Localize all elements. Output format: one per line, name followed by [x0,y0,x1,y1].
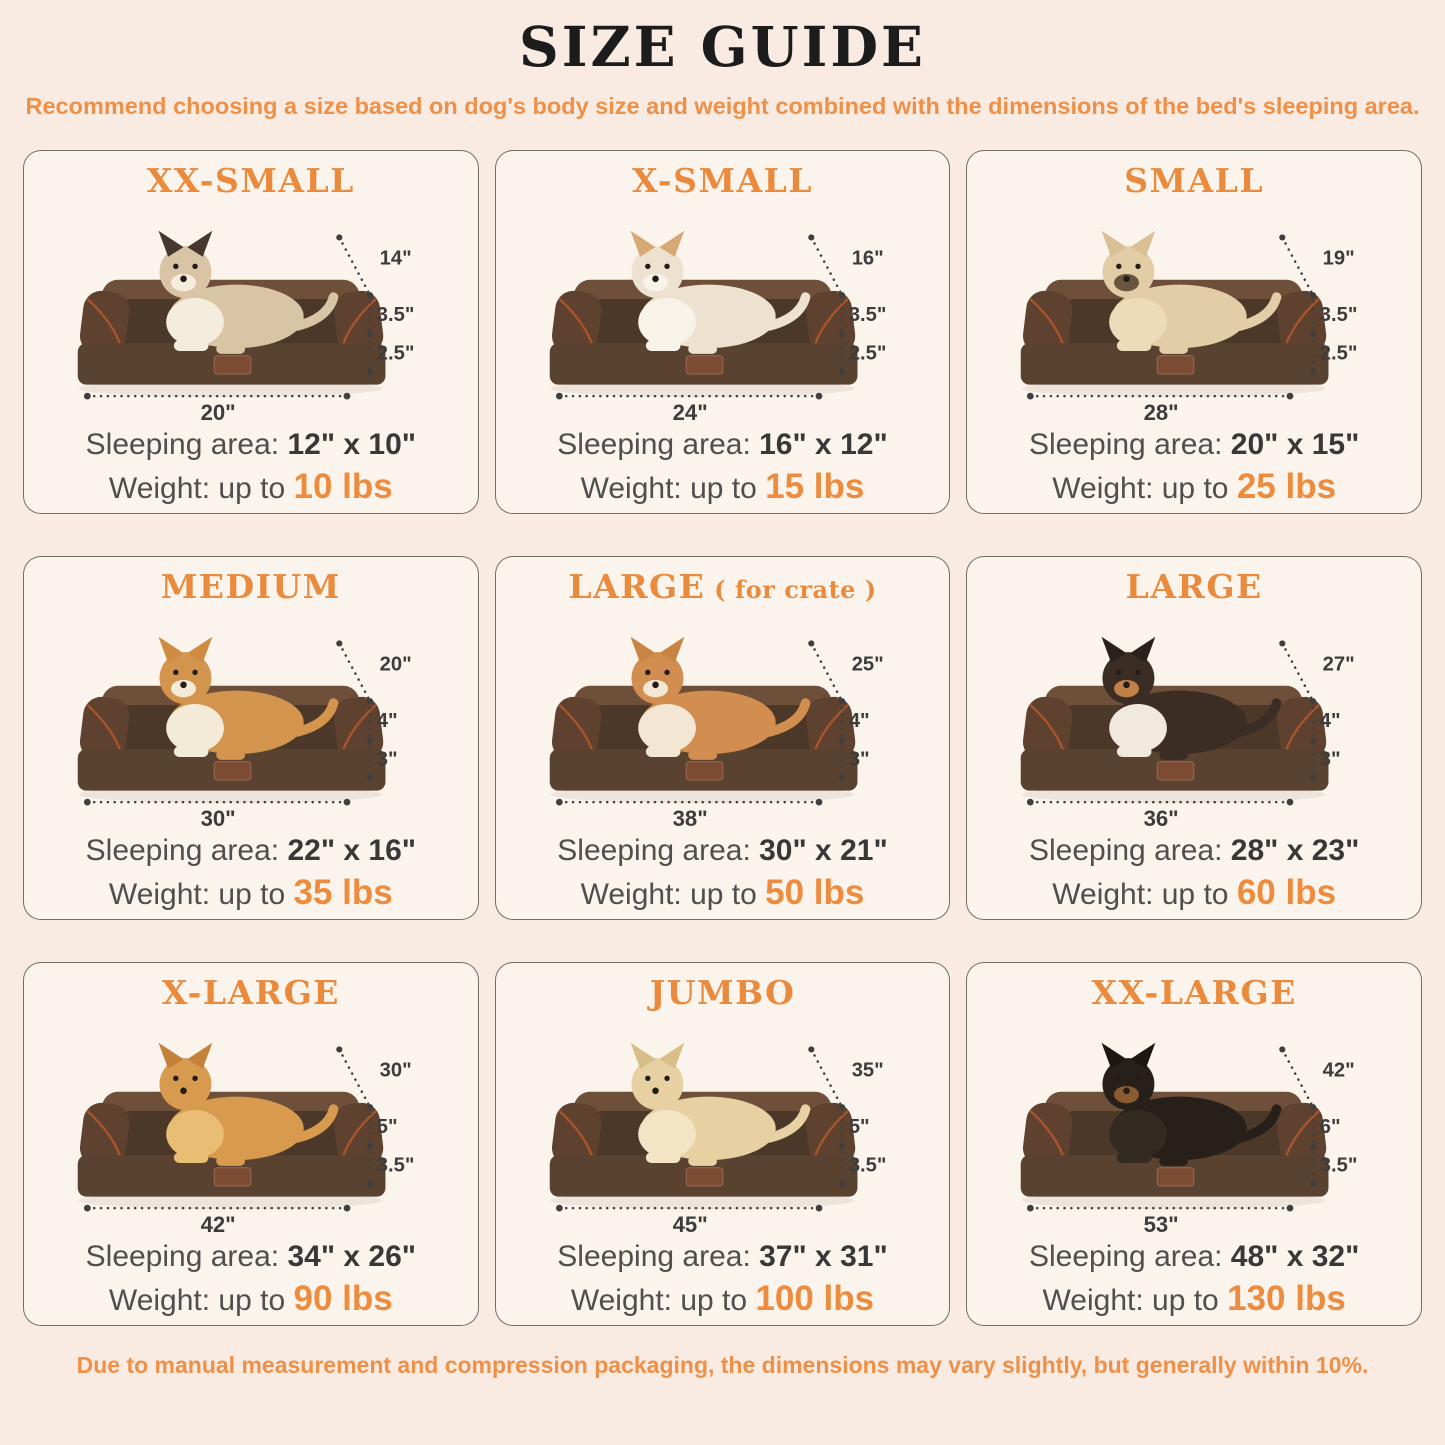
length-label: 42" [1323,1059,1356,1082]
size-card-shih-tzu [495,150,951,514]
footer-disclaimer: Due to manual measurement and compression packaging, the dimensions may vary slightly, but generally within 10%. [76,1352,1369,1378]
bed-diagram [973,605,1415,831]
bolster-height-label: 4" [376,710,398,733]
length-label: 19" [1323,247,1356,270]
brand-patch [686,356,723,374]
weight-value: 60 lbs [1236,873,1337,913]
size-card-border-collie [966,556,1422,920]
pet-eye-right [192,670,197,675]
size-name: LARGE [1125,567,1263,606]
base-height-label: 2.5" [376,342,415,365]
length-label: 16" [851,247,884,270]
bed-diagram [30,1011,472,1237]
brand-patch [214,1168,251,1186]
page-subtitle: Recommend choosing a size based on dog's body size and weight combined with the dimensions of the bed's sleeping area. [25,93,1420,119]
weight-value: 25 lbs [1236,467,1337,507]
size-card-title [30,163,472,199]
size-card-rottweiler [966,962,1422,1326]
bed-illustration [30,1011,472,1237]
size-card-corgi [23,556,479,920]
pet-rear-paw [216,345,245,355]
pet-eye-right [192,264,197,269]
pet-nose [1124,276,1131,283]
pet-eye-right [1136,670,1141,675]
weight-row [973,464,1415,510]
size-card-title [30,569,472,605]
size-name: X-SMALL [631,161,813,200]
bed-illustration [973,1011,1415,1237]
size-name: SMALL [1124,161,1265,200]
weight-value: 100 lbs [755,1279,875,1319]
sleeping-area-label: Sleeping area: [85,428,280,462]
sleeping-area-row [30,831,472,870]
size-card-labrador [495,962,951,1326]
bolster-height-label: 6" [1320,1116,1341,1139]
size-card-title [502,163,944,199]
pet-nose [1124,682,1131,689]
base-height-label: 3" [1320,748,1341,771]
bed-diagram [502,605,944,831]
size-name: XX-LARGE [1091,973,1297,1012]
pet-rear-paw [216,1157,245,1167]
pet-nose [180,276,187,283]
bed-illustration [502,1011,944,1237]
pet-rear-paw [688,751,717,761]
sleeping-area-value: 16" x 12" [759,428,888,462]
weight-label: Weight: up to [108,1284,286,1318]
bed-illustration [30,605,472,831]
pet-eye-left [173,264,178,269]
weight-label: Weight: up to [580,878,757,912]
base-height-label: 3" [376,748,398,771]
bed-diagram [973,199,1415,425]
width-label: 42" [200,1212,236,1238]
width-label: 28" [1143,400,1179,426]
pet-nose [180,682,187,689]
sleeping-area-row [502,831,944,870]
pet-rear-paw [216,751,245,761]
sleeping-area-row [502,1237,944,1276]
bolster-height-label: 3.5" [1320,304,1358,327]
pet-nose [652,682,659,689]
sleeping-area-value: 37" x 31" [759,1240,888,1274]
pet-rear-paw [1160,345,1189,355]
sleeping-area-row [502,425,944,464]
pet-eye-right [664,670,669,675]
pet-chest [638,298,696,346]
size-card-title [973,163,1415,199]
sleeping-area-value: 28" x 23" [1230,834,1360,868]
sleeping-area-row [30,1237,472,1276]
pet-eye-left [645,1076,650,1081]
weight-row [973,870,1415,916]
sleeping-area-label: Sleeping area: [1028,834,1223,868]
width-label: 24" [672,400,708,426]
pet-nose [180,1088,187,1095]
bed-diagram [30,605,472,831]
pet-rear-paw [688,1157,717,1167]
page-header [0,0,1445,120]
brand-patch [214,356,251,374]
size-card-title [30,975,472,1011]
sleeping-area-label: Sleeping area: [85,834,280,868]
pet-chest [166,1110,224,1158]
pet-nose [652,1088,659,1095]
brand-patch [686,1168,723,1186]
bolster-height-label: 5" [848,1116,870,1139]
pet-rear-paw [688,345,717,355]
pet-eye-left [1116,1076,1121,1081]
bed-illustration [30,199,472,425]
pet-chest [1110,298,1168,346]
weight-row [30,1276,472,1322]
width-label: 45" [672,1212,708,1238]
sleeping-area-label: Sleeping area: [557,1240,751,1274]
pet-front-paw [174,341,209,352]
pet-chest [1110,704,1168,752]
size-card-title [502,569,944,605]
pet-front-paw [1117,1153,1152,1164]
size-grid [23,150,1422,1326]
pet-eye-left [173,1076,178,1081]
bolster-height-label: 3.5" [376,304,415,327]
size-name-note: ( for crate ) [705,575,877,604]
weight-row [973,1276,1415,1322]
base-height-label: 3.5" [1320,1154,1358,1177]
pet-chest [638,1110,696,1158]
weight-label: Weight: up to [1052,472,1229,506]
weight-value: 90 lbs [293,1279,393,1319]
base-height-label: 3" [848,748,870,771]
weight-label: Weight: up to [1042,1284,1219,1318]
sleeping-area-value: 22" x 16" [287,834,417,868]
brand-patch [1158,762,1195,780]
weight-label: Weight: up to [580,472,757,506]
brand-patch [686,762,723,780]
size-name: X-LARGE [161,973,340,1012]
pet-eye-left [173,670,178,675]
length-label: 25" [851,653,884,676]
bed-illustration [973,199,1415,425]
size-card-french-bulldog [966,150,1422,514]
bed-diagram [502,1011,944,1237]
size-name: LARGE [568,567,706,606]
size-card-title [502,975,944,1011]
sleeping-area-label: Sleeping area: [85,1240,280,1274]
weight-row [30,870,472,916]
bolster-height-label: 4" [1320,710,1341,733]
pet-nose [652,276,659,283]
pet-rear-paw [1160,751,1189,761]
pet-front-paw [646,747,681,758]
base-height-label: 2.5" [848,342,887,365]
weight-label: Weight: up to [1052,878,1229,912]
bed-diagram [973,1011,1415,1237]
sleeping-area-value: 12" x 10" [287,428,417,462]
page-title: SIZE GUIDE [519,14,926,79]
pet-eye-right [664,264,669,269]
size-name: JUMBO [649,973,796,1012]
length-label: 35" [851,1059,884,1082]
pet-front-paw [646,1153,681,1164]
bed-diagram [502,199,944,425]
base-height-label: 2.5" [1320,342,1358,365]
pet-front-paw [1117,341,1152,352]
sleeping-area-label: Sleeping area: [1028,1240,1223,1274]
sleeping-area-row [973,425,1415,464]
pet-rear-paw [1160,1157,1189,1167]
weight-row [502,464,944,510]
length-label: 20" [379,653,412,676]
size-name: MEDIUM [160,567,341,606]
width-label: 53" [1143,1212,1179,1238]
sleeping-area-label: Sleeping area: [557,834,751,868]
pet-front-paw [174,747,209,758]
pet-eye-left [1116,264,1121,269]
brand-patch [1158,1168,1195,1186]
sleeping-area-value: 30" x 21" [759,834,888,868]
width-label: 30" [200,806,236,832]
weight-value: 10 lbs [293,467,393,507]
width-label: 38" [672,806,708,832]
pet-eye-right [192,1076,197,1081]
pet-eye-right [1136,1076,1141,1081]
weight-value: 50 lbs [765,873,865,913]
bolster-height-label: 4" [848,710,870,733]
size-card-golden-retriever [23,962,479,1326]
bed-illustration [502,605,944,831]
size-card-title [973,569,1415,605]
bed-diagram [30,199,472,425]
weight-value: 35 lbs [293,873,393,913]
sleeping-area-value: 48" x 32" [1230,1240,1360,1274]
length-label: 27" [1323,653,1356,676]
weight-value: 15 lbs [765,467,865,507]
pet-eye-left [645,264,650,269]
weight-label: Weight: up to [108,472,286,506]
bed-illustration [502,199,944,425]
length-label: 30" [379,1059,412,1082]
base-height-label: 3.5" [848,1154,887,1177]
pet-chest [1110,1110,1168,1158]
sleeping-area-value: 20" x 15" [1230,428,1360,462]
bolster-height-label: 3.5" [848,304,887,327]
length-label: 14" [379,247,412,270]
sleeping-area-label: Sleeping area: [1028,428,1223,462]
pet-front-paw [174,1153,209,1164]
pet-eye-left [1116,670,1121,675]
weight-label: Weight: up to [570,1284,748,1318]
weight-row [502,870,944,916]
bed-illustration [973,605,1415,831]
pet-nose [1124,1088,1131,1095]
brand-patch [214,762,251,780]
sleeping-area-label: Sleeping area: [557,428,751,462]
pet-eye-right [1136,264,1141,269]
width-label: 20" [200,400,236,426]
sleeping-area-row [973,1237,1415,1276]
base-height-label: 3.5" [376,1154,415,1177]
width-label: 36" [1143,806,1179,832]
weight-row [502,1276,944,1322]
pet-eye-right [664,1076,669,1081]
weight-value: 130 lbs [1227,1279,1346,1319]
pet-front-paw [1117,747,1152,758]
sleeping-area-row [30,425,472,464]
pet-eye-left [645,670,650,675]
pet-chest [166,298,224,346]
size-card-cat [23,150,479,514]
size-card-title [973,975,1415,1011]
weight-label: Weight: up to [108,878,286,912]
size-card-shiba-inu [495,556,951,920]
brand-patch [1158,356,1195,374]
size-name: XX-SMALL [146,161,355,200]
pet-chest [166,704,224,752]
bolster-height-label: 5" [376,1116,398,1139]
sleeping-area-row [973,831,1415,870]
pet-chest [638,704,696,752]
sleeping-area-value: 34" x 26" [287,1240,417,1274]
pet-front-paw [646,341,681,352]
weight-row [30,464,472,510]
